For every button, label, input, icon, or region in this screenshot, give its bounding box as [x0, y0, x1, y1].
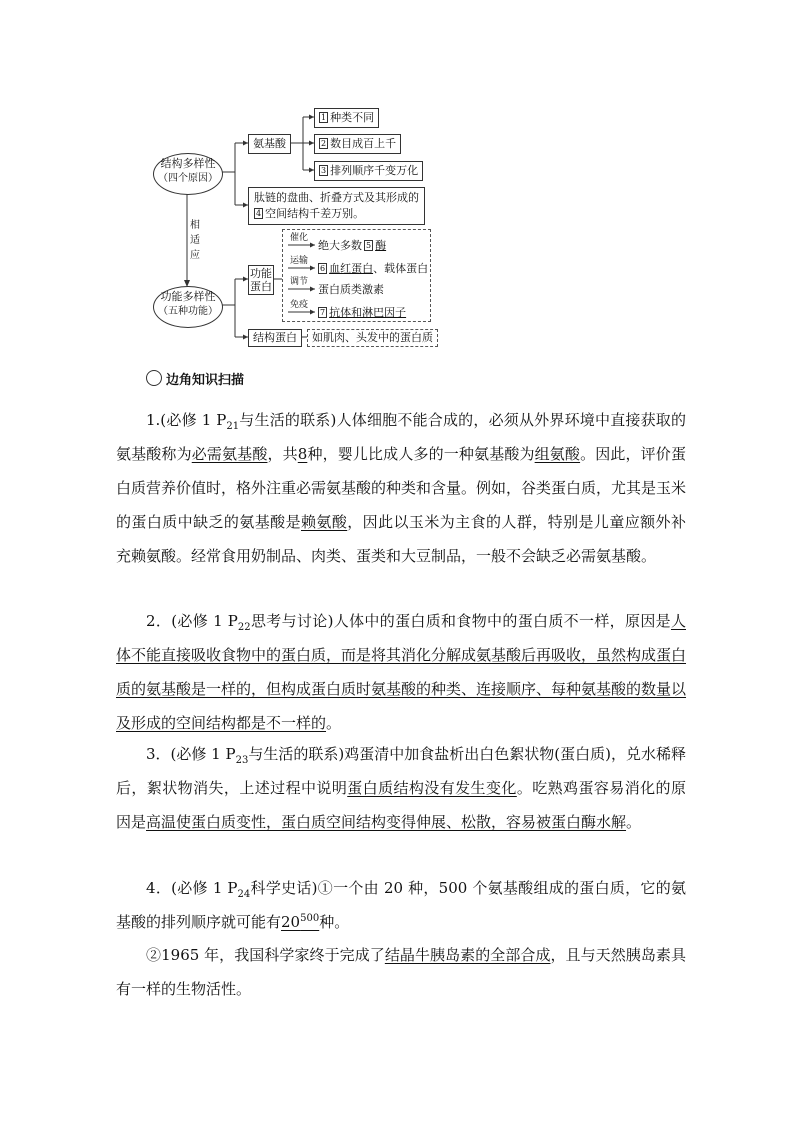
structure-diversity-node: [153, 153, 223, 195]
p4-page-sub: 24: [237, 889, 251, 900]
p4-answer-exponent: 500: [300, 913, 320, 924]
transport-label: 运输: [290, 256, 309, 266]
carrier-text: 、载体蛋白: [373, 262, 429, 275]
paragraph-4: [116, 871, 686, 939]
p3-answer-structure: 蛋白质结构没有发生变化: [347, 779, 517, 797]
enzyme-text: 酶: [375, 239, 387, 252]
p1-text-c: ，共: [267, 445, 298, 463]
p5-text-a: ②1965 年，我国科学家终于完成了: [146, 946, 385, 964]
peptide-chain-line2: 空间结构千差万别。: [265, 207, 365, 220]
amino-order-node: [314, 161, 423, 181]
peptide-chain-node: [248, 187, 425, 225]
structure-diversity-sub: （四个原因）: [158, 173, 218, 184]
p3-text-a: 3．(必修 1 P: [146, 745, 236, 763]
catalysis-desc: 绝大多数: [318, 239, 362, 252]
amino-order-text: 排列顺序千变万化: [330, 164, 419, 177]
paragraph-1: [116, 403, 686, 573]
function-diversity-label: 功能多样性: [160, 290, 216, 303]
concept-diagram: [0, 0, 794, 360]
amino-count-node: [314, 134, 401, 154]
number-badge-1: 1: [321, 113, 327, 122]
amino-type-text: 种类不同: [330, 111, 375, 124]
p4-text-a: 4．(必修 1 P: [146, 879, 238, 897]
structural-protein-label: 结构蛋白: [253, 331, 297, 344]
p4-text-c: 种。: [319, 913, 350, 931]
number-badge-6: 6: [320, 264, 326, 273]
structural-example-text: 如肌肉、头发中的蛋白质: [312, 331, 433, 344]
p3-page-sub: 23: [235, 755, 249, 766]
amino-type-node: [314, 108, 379, 128]
number-badge-7: 7: [320, 308, 326, 317]
p1-text-d: 种，婴儿比成人多的一种氨基酸为: [307, 445, 535, 463]
number-badge-3: 3: [321, 166, 327, 175]
transport-text: [318, 262, 428, 275]
catalysis-text: [318, 239, 386, 252]
structural-protein-node: [248, 329, 302, 347]
function-diversity-sub: （五种功能）: [158, 306, 218, 317]
p1-answer-count: 8: [297, 445, 308, 463]
magnifier-icon: [146, 370, 162, 386]
corresponds-label: 相适应: [190, 220, 200, 261]
function-diversity-node: [153, 286, 223, 328]
p5-text-b: ，且与天然胰岛素具有一样的生物活性。: [116, 946, 686, 998]
section-title: 边角知识扫描: [166, 373, 245, 388]
p4-answer-count: [281, 913, 319, 931]
regulate-label: 调节: [290, 277, 309, 287]
p3-answer-digestion: 高温使蛋白质变性，蛋白质空间结构变得伸展、松散，容易被蛋白酶水解: [146, 813, 627, 831]
p1-text-f: ，因此以玉米为主食的人群，特别是儿童应额外补充赖氨酸。经常食用奶制品、肉类、蛋类和大豆制品，一般不会缺乏必需氨基酸。: [116, 513, 686, 565]
hemoglobin-text: 血红蛋白: [329, 262, 374, 275]
number-badge-5: 5: [366, 241, 372, 250]
paragraph-5: [116, 938, 686, 1006]
p1-page-sub: 21: [226, 421, 240, 432]
structural-example-node: [307, 329, 438, 347]
hormone-text: 蛋白质类激素: [318, 283, 384, 296]
p1-text-e: 。因此，评价蛋白质营养价值时，格外注重必需氨基酸的种类和含量。例如，谷类蛋白质，尤其是玉米的蛋白质中缺乏的氨基酸是: [116, 445, 687, 531]
p1-answer-histidine: 组氨酸: [534, 445, 581, 463]
amino-acid-label: 氨基酸: [253, 137, 286, 150]
functional-protein-label: 功能蛋白: [250, 267, 272, 293]
section-heading: [146, 370, 244, 390]
amino-count-text: 数目成百上千: [330, 137, 397, 150]
amino-acid-node: [248, 134, 291, 154]
p4-text-b: 科学史话)①一个由 20 种，500 个氨基酸组成的蛋白质，它的氨基酸的排列顺序就可能有: [116, 879, 686, 931]
p2-text-a: 2．(必修 1 P: [146, 612, 238, 630]
p3-text-d: 。: [626, 813, 642, 831]
catalysis-label: 催化: [290, 233, 309, 243]
antibody-text: 抗体和淋巴因子: [329, 306, 407, 319]
functional-protein-node: [248, 265, 274, 295]
p1-answer-lysine: 赖氨酸: [301, 513, 348, 531]
p1-answer-essential: 必需氨基酸: [191, 445, 268, 463]
immune-label: 免疫: [290, 300, 309, 310]
p5-answer-insulin: 结晶牛胰岛素的全部合成: [384, 946, 551, 964]
structure-diversity-label: 结构多样性: [160, 157, 216, 170]
p1-text-a: 1.(必修 1 P: [146, 411, 227, 429]
number-badge-4: 4: [256, 209, 262, 218]
p1-text-b: 与生活的联系)人体细胞不能合成的，必须从外界环境中直接获取的氨基酸称为: [116, 411, 687, 463]
p3-text-b: 与生活的联系)鸡蛋清中加食盐析出白色絮状物(蛋白质)，兑水稀释后，絮状物消失，上述过程中说明: [116, 745, 686, 797]
immune-text: [318, 306, 406, 319]
paragraph-3: [116, 737, 686, 839]
p2-text-c: 。: [326, 714, 342, 732]
p4-answer-base: 20: [281, 913, 301, 931]
p2-answer-reason: 人体不能直接吸收食物中的蛋白质，而是将其消化分解成氨基酸后再吸收，虽然构成蛋白质的氨基酸是一样的，但构成蛋白质时氨基酸的种类、连接顺序、每种氨基酸的数量以及形成的空间结构都是不一样的: [116, 612, 687, 732]
number-badge-2: 2: [321, 139, 327, 148]
p3-text-c: 。吃熟鸡蛋容易消化的原因是: [116, 779, 686, 831]
peptide-chain-line1: 肽链的盘曲、折叠方式及其形成的: [254, 191, 419, 204]
paragraph-2: [116, 604, 686, 740]
p2-text-b: 思考与讨论)人体中的蛋白质和食物中的蛋白质不一样，原因是: [250, 612, 671, 630]
p2-page-sub: 22: [237, 622, 251, 633]
